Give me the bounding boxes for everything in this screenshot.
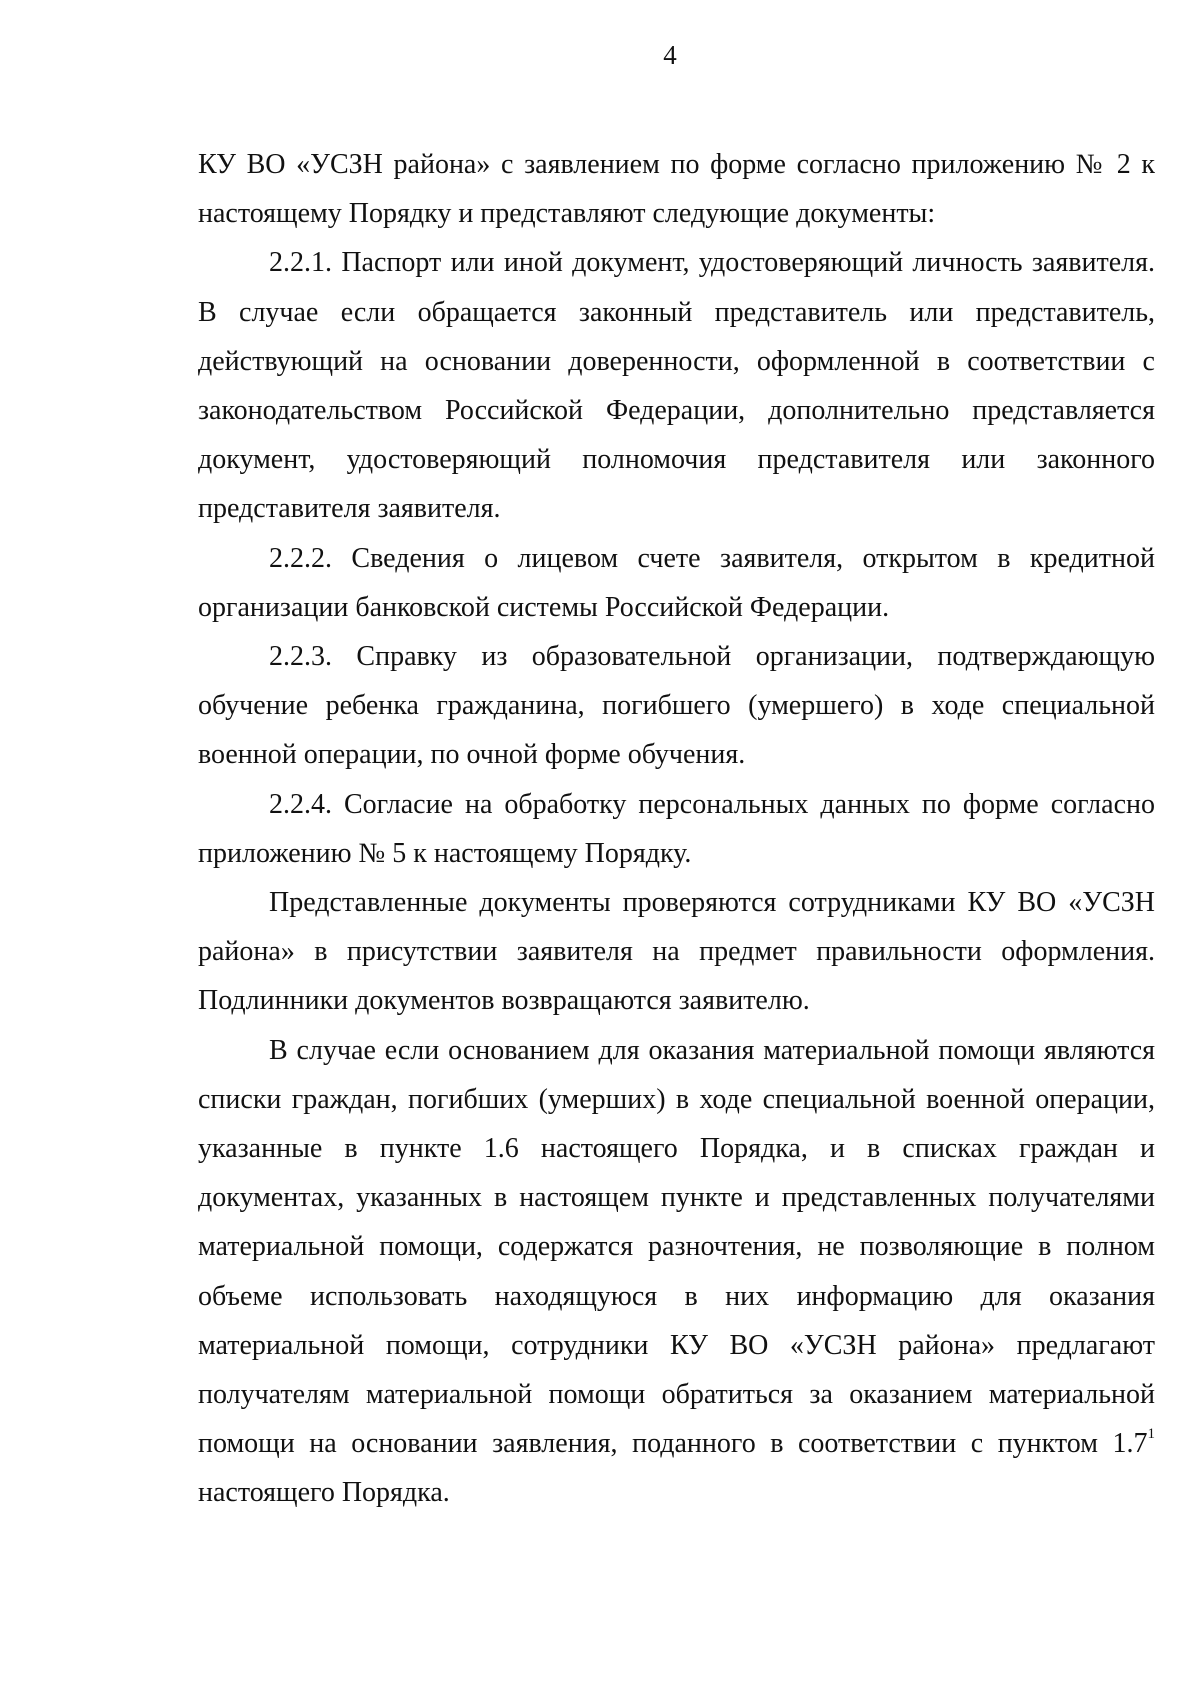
footnote-superscript: 1 <box>1147 1425 1155 1442</box>
paragraph-2-2-3: 2.2.3. Справку из образовательной организации, подтверждающую обучение ребенка гражданина, погибшего (умершего) в ходе специальной военной операции, по очной форме обучения. <box>198 641 1155 771</box>
paragraph-continuation: КУ ВО «УСЗН района» с заявлением по форме согласно приложению № 2 к настоящему Порядку и представляют следующие документы: <box>198 149 1155 230</box>
page-number: 4 <box>663 40 677 70</box>
paragraph-2-2-1: 2.2.1. Паспорт или иной документ, удостоверяющий личность заявителя. В случае если обращается законный представитель или представитель, действующий на основании доверенности, оформленной в соответствии с законодательством Российской Федерации, дополнительно представляется документ, удостоверяющий полномочия представителя или законного представителя заявителя. <box>198 247 1155 525</box>
document-body <box>198 140 1155 1518</box>
paragraph-2-2-2: 2.2.2. Сведения о лицевом счете заявителя, открытом в кредитной организации банковской системы Российской Федерации. <box>198 542 1155 623</box>
paragraph-discrepancies-tail: настоящего Порядка. <box>198 1477 450 1509</box>
paragraph-2-2-4: 2.2.4. Согласие на обработку персональных данных по форме согласно приложению № 5 к настоящему Порядку. <box>198 788 1155 869</box>
paragraph-discrepancies <box>198 1026 1155 1518</box>
paragraph-discrepancies-text: В случае если основанием для оказания материальной помощи являются списки граждан, погибших (умерших) в ходе специальной военной операции, указанные в пункте 1.6 настоящего Порядка, и в списках граждан и документах, указанных в настоящем пункте и представленных получателями материальной помощи, содержатся разночтения, не позволяющие в полном объеме использовать находящуюся в них информацию для оказания материальной помощи, сотрудники КУ ВО «УСЗН района» предлагают получателям материальной помощи обратиться за оказанием материальной помощи на основании заявления, поданного в соответствии с пунктом 1.7 <box>198 1034 1155 1460</box>
paragraph-documents-check: Представленные документы проверяются сотрудниками КУ ВО «УСЗН района» в присутствии заявителя на предмет правильности оформления. Подлинники документов возвращаются заявителю. <box>198 887 1155 1017</box>
